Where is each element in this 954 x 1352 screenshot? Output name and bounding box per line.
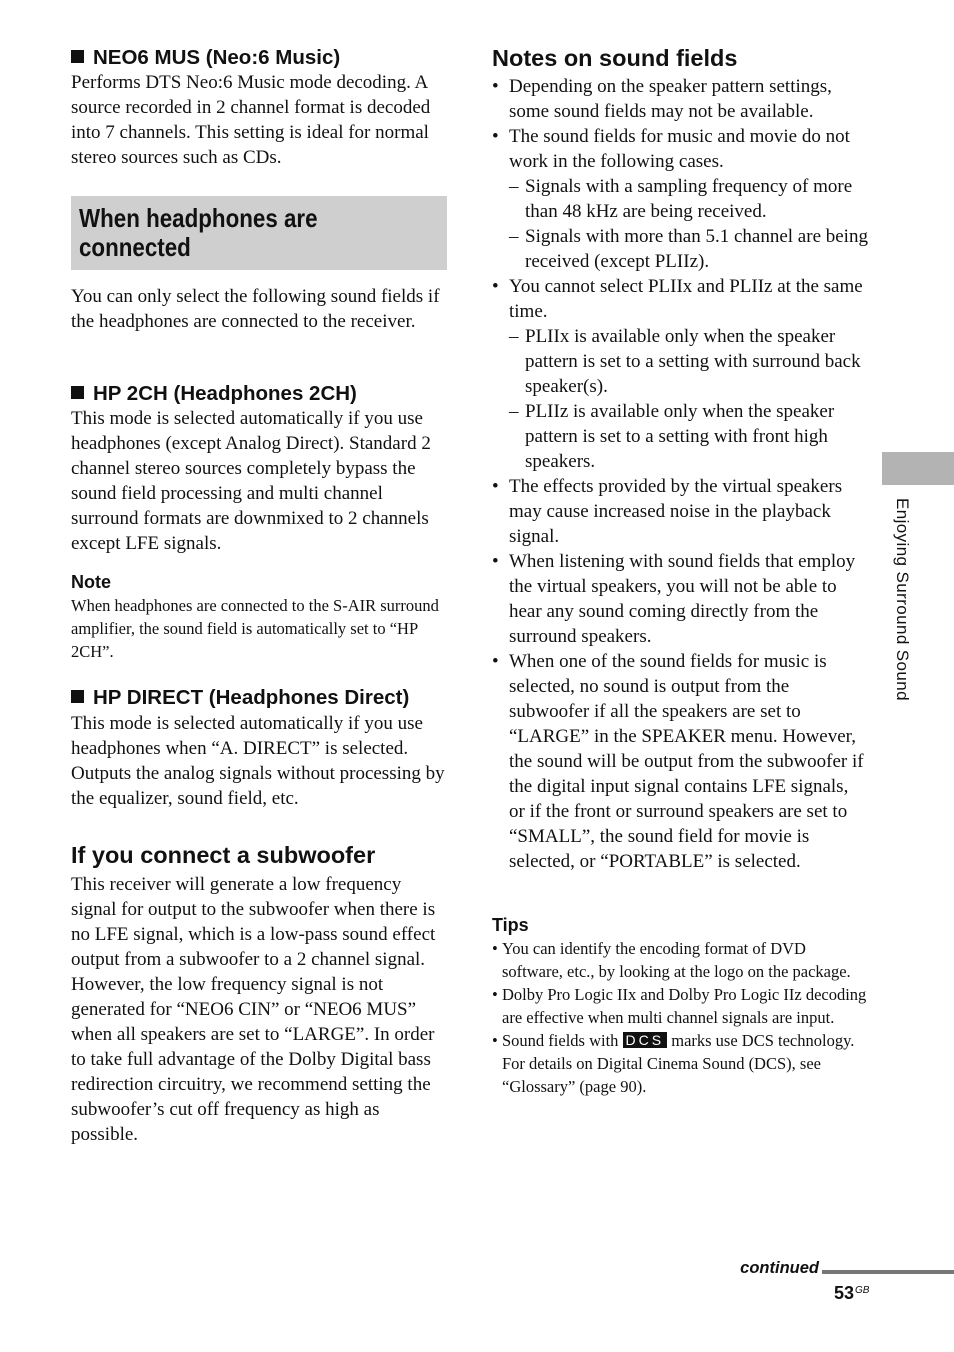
notes-list bbox=[492, 74, 868, 874]
tip-item: • Sound fields with DCS marks use DCS technology. For details on Digital Cinema Sound (DCS), see “Glossary” (page 90). bbox=[492, 1029, 868, 1098]
continued-label: continued bbox=[740, 1259, 819, 1277]
list-item: • When one of the sound fields for music is selected, no sound is output from the subwoofer if all the speakers are set to “LARGE” in the SPEAKER menu. However, the sound will be output from the subwoofer if the digital input signal contains LFE signals, or if the front or surround speakers are set to “SMALL”, the sound field for movie is selected, or “PORTABLE” is selected. bbox=[492, 649, 868, 874]
tip-item: • Dolby Pro Logic IIx and Dolby Pro Logic IIz decoding are effective when multi channel signals are input. bbox=[492, 983, 868, 1029]
list-item: • The effects provided by the virtual speakers may cause increased noise in the playback signal. bbox=[492, 474, 868, 549]
note-heading: Note bbox=[71, 572, 111, 592]
subwoofer-heading: If you connect a subwoofer bbox=[71, 842, 376, 868]
hpdirect-heading: HP DIRECT (Headphones Direct) bbox=[71, 686, 409, 710]
sub-list-item: – PLIIx is available only when the speaker pattern is set to a setting with surround back speaker(s). bbox=[509, 324, 868, 399]
sub-list-item: – Signals with a sampling frequency of more than 48 kHz are being received. bbox=[509, 174, 868, 224]
hpdirect-body: This mode is selected automatically if you use headphones when “A. DIRECT” is selected. Outputs the analog signals without processing by the equalizer, sound field, etc. bbox=[71, 713, 445, 809]
tip-item: • You can identify the encoding format of DVD software, etc., by looking at the logo on the package. bbox=[492, 937, 868, 983]
hp2ch-heading: HP 2CH (Headphones 2CH) bbox=[71, 382, 357, 406]
note-body: When headphones are connected to the S-AIR surround amplifier, the sound field is automatically set to “HP 2CH”. bbox=[71, 596, 439, 661]
list-item: • The sound fields for music and movie do not work in the following cases. – Signals with a sampling frequency of more than 48 kHz are being received. – Signals with more than 5.1 channel are being received (except PLIIz). bbox=[492, 124, 868, 274]
sub-list bbox=[509, 324, 868, 474]
section-title: When headphones are connected bbox=[79, 203, 318, 262]
chapter-tab bbox=[882, 452, 954, 485]
sub-list-item: – Signals with more than 5.1 channel are being received (except PLIIz). bbox=[509, 224, 868, 274]
notes-heading: Notes on sound fields bbox=[492, 45, 738, 71]
neo6-body: Performs DTS Neo:6 Music mode decoding. A source recorded in 2 channel format is decoded into 7 channels. This setting is ideal for normal stereo sources such as CDs. bbox=[71, 72, 431, 168]
list-item: • When listening with sound fields that employ the virtual speakers, you will not be able to hear any sound coming directly from the surround speakers. bbox=[492, 549, 868, 649]
dcs-logo-icon: DCS bbox=[623, 1032, 668, 1048]
chapter-label: Enjoying Surround Sound bbox=[893, 498, 912, 701]
list-item: • Depending on the speaker pattern settings, some sound fields may not be available. bbox=[492, 74, 868, 124]
neo6-heading: NEO6 MUS (Neo:6 Music) bbox=[71, 46, 340, 70]
tips-heading: Tips bbox=[492, 915, 529, 935]
subwoofer-body: This receiver will generate a low frequency signal for output to the subwoofer when there is no LFE signal, which is a low-pass sound effect output from a subwoofer to a 2 channel signal. However, the low frequency signal is not generated for “NEO6 CIN” or “NEO6 MUS” when all speakers are set to “LARGE”. In order to take full advantage of the Dolby Digital bass redirection circuitry, we recommend setting the subwoofer’s cut off frequency as high as possible. bbox=[71, 874, 436, 1145]
headphones-intro: You can only select the following sound fields if the headphones are connected to the receiver. bbox=[71, 286, 440, 332]
tips-list bbox=[492, 937, 868, 1098]
sub-list bbox=[509, 174, 868, 274]
square-bullet-icon bbox=[71, 50, 84, 63]
continued-bar bbox=[822, 1270, 954, 1274]
square-bullet-icon bbox=[71, 690, 84, 703]
square-bullet-icon bbox=[71, 386, 84, 399]
sub-list-item: – PLIIz is available only when the speaker pattern is set to a setting with front high speakers. bbox=[509, 399, 868, 474]
hp2ch-body: This mode is selected automatically if you use headphones (except Analog Direct). Standard 2 channel stereo sources completely bypass the sound field processing and multi channel surround formats are downmixed to 2 channels except LFE signals. bbox=[71, 408, 431, 554]
list-item: • You cannot select PLIIx and PLIIz at the same time. – PLIIx is available only when the speaker pattern is set to a setting with surround back speaker(s). – PLIIz is available only when the speaker pattern is set to a setting with front high speakers. bbox=[492, 274, 868, 474]
section-banner bbox=[71, 196, 447, 270]
page-number: $53^{GB}$ bbox=[834, 1283, 870, 1303]
